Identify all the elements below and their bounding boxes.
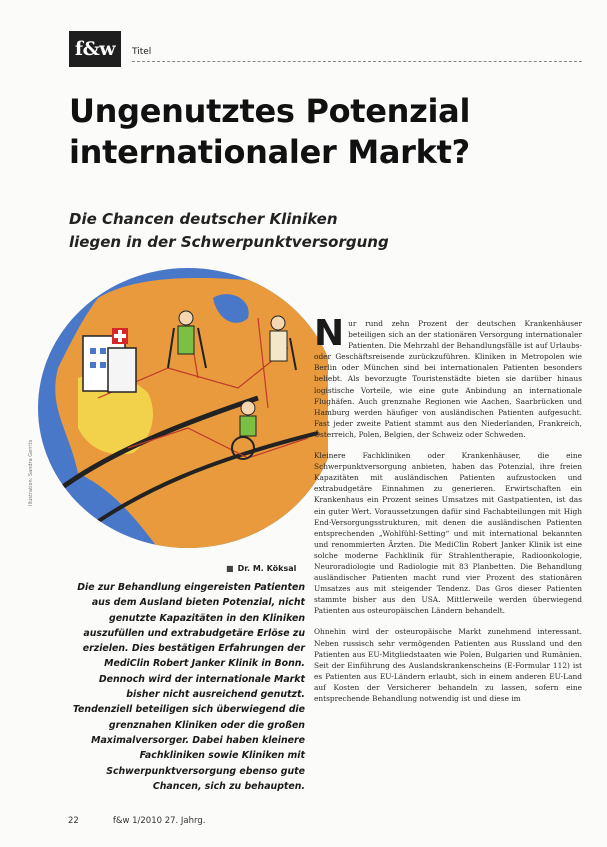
title-line-1: Ungenutztes Potenzial (69, 92, 471, 130)
illustration-credit: Illustration: Sandra Gerrits (28, 439, 34, 506)
article-subtitle (69, 208, 589, 254)
body-paragraph-3: Ohnehin wird der osteuropäische Markt zunehmend interessant. Neben russisch sehr vermögenden Patienten aus Russland und den Patienten aus EU-Mitgliedstaaten wie Polen, Bulgarien und Rumänien. Seit der Einführung des Auslandskrankenscheins (E-Formular 112) ist es Patienten aus EU-Ländern erlaubt, sich in einem anderen EU-Land auf Kosten der Versicherer behandeln zu lassen, sofern eine entsprechende Behandlung notwendig ist und diese im (314, 627, 582, 703)
author-name: Dr. M. Köksal (237, 564, 297, 573)
body-paragraph-2: Kleinere Fachkliniken oder Krankenhäuser, die eine Schwerpunktversorgung anbieten, haben das Potenzial, ihre freien Kapazitäten mit ausländischen Patienten aufzustocken und extrabudgetäre Einnahmen zu generieren. Erwirtschaften ein Krankenhaus ein Prozent seines Umsatzes mit Gastpatienten, ist das ein guter Wert. Voraussetzungen dafür sind Fachabteilungen mit High End-Versorgungsstrukturen, mit denen die ausländischen Patienten entsprechenden „Wohlfühl-Setting“ und mit international bekannten und renommierten Ärzten. Die MediClin Robert Janker Klinik ist eine solche moderne Fachklinik für Strahlentherapie, Radioonkologie, Neuroradiologie und Radiologie mit 83 Planbetten. Die Behandlung ausländischer Patienten macht rund vier Prozent des stationären Umsatzes aus mit steigender Tendenz. Das Gros dieser Patienten stammte bisher aus den USA. Mittlerweile werden überwiegend Patienten aus osteuropäischen Ländern behandelt. (314, 451, 582, 616)
europe-map-illustration (38, 258, 328, 548)
body-text (314, 313, 582, 714)
subtitle-line-1: Die Chancen deutscher Kliniken (69, 210, 338, 228)
issue-info: f&w 1/2010 27. Jahrg. (112, 816, 206, 826)
body-paragraph-1-text: ur rund zehn Prozent der deutschen Krankenhäuser beteiligen sich an der stationären Versorgung internationaler Patienten. Die Mehrzahl der Behandlungsfälle ist auf Urlaubs- oder Geschäftsreisende zurückzuführen. Kliniken in Metropolen wie Berlin oder München sind bei internationalen Patienten besonders beliebt. Als bevorzugte Touristenstädte bieten sie darüber hinaus logistische Vorteile, wie eine gute Anbindung an internationale Flughäfen. Auch grenznahe Regionen wie Aachen, Saarbrücken und Hamburg werden häufiger von ausländischen Patienten aufgesucht. Fast jeder zweite Patient stammt aus den Niederlanden, Frankreich, Österreich, Polen, Belgien, der Schweiz oder Schweden. (314, 319, 582, 439)
page-footer (68, 816, 288, 826)
lead-paragraph: Die zur Behandlung eingereisten Patienten aus dem Ausland bieten Potenzial, nicht genutzte Kapazitäten in den Kliniken auszufüllen und extrabudgetäre Erlöse zu erzielen. Dies bestätigen Erfahrungen der MediClin Robert Janker Klinik in Bonn. Dennoch wird der internationale Markt bisher nicht ausreichend genutzt. Tendenziell beteiligen sich überwiegend die grenznahen Kliniken oder die großen Maximalversorger. Dabei haben kleinere Fachkliniken sowie Kliniken mit Schwerpunktversorgung ebenso gute Chancen, sich zu behaupten. (72, 582, 305, 792)
section-label: Titel (132, 47, 152, 57)
header-rule (132, 61, 582, 62)
body-paragraph-1 (314, 313, 582, 440)
magazine-logo: f&w (69, 31, 121, 67)
drop-cap: N (314, 313, 345, 354)
bullet-icon: ■ (226, 564, 234, 573)
title-line-2: internationaler Markt? (69, 133, 470, 171)
author-credit (226, 564, 296, 573)
subtitle-line-2: liegen in der Schwerpunktversorgung (69, 233, 389, 251)
article-title (69, 91, 589, 173)
page-number: 22 (68, 816, 79, 826)
